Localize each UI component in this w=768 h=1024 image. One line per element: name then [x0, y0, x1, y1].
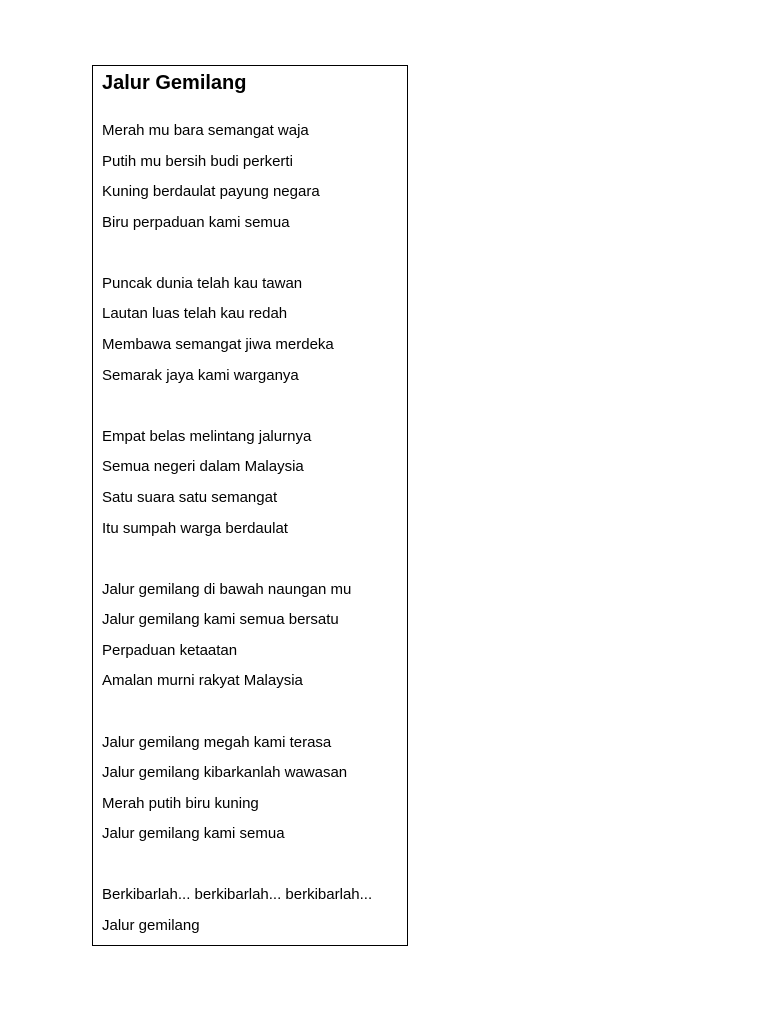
- stanza-3: [102, 422, 407, 544]
- song-title: Jalur Gemilang: [102, 72, 247, 94]
- lyric-line: Berkibarlah... berkibarlah... berkibarlah...: [102, 886, 373, 904]
- lyrics-box: [92, 65, 408, 946]
- lyric-line: Satu suara satu semangat: [102, 488, 278, 506]
- lyric-line: Semua negeri dalam Malaysia: [102, 458, 304, 476]
- lyric-line: Itu sumpah warga berdaulat: [102, 519, 288, 537]
- lyric-line: Membawa semangat jiwa merdeka: [102, 336, 334, 354]
- lyric-line: Puncak dunia telah kau tawan: [102, 274, 303, 292]
- lyric-line: Jalur gemilang: [102, 916, 200, 934]
- lyric-line: Jalur gemilang kibarkanlah wawasan: [102, 764, 348, 782]
- stanza-5: [102, 728, 407, 850]
- lyric-line: Semarak jaya kami warganya: [102, 366, 299, 384]
- lyric-line: Putih mu bersih budi perkerti: [102, 152, 293, 170]
- stanza-4: [102, 575, 407, 697]
- lyric-line: Lautan luas telah kau redah: [102, 305, 288, 323]
- stanza-6: [102, 880, 407, 941]
- lyric-line: Jalur gemilang megah kami terasa: [102, 733, 332, 751]
- lyric-line: Jalur gemilang di bawah naungan mu: [102, 580, 352, 598]
- lyric-line: Jalur gemilang kami semua bersatu: [102, 611, 339, 629]
- lyric-line: Amalan murni rakyat Malaysia: [102, 672, 303, 690]
- lyric-line: Merah mu bara semangat waja: [102, 122, 309, 139]
- lyric-line: Merah putih biru kuning: [102, 794, 259, 812]
- stanza-1: [102, 116, 407, 238]
- lyric-line: Biru perpaduan kami semua: [102, 213, 290, 231]
- lyric-line: Kuning berdaulat payung negara: [102, 183, 320, 201]
- stanza-2: [102, 269, 407, 391]
- lyric-line: Perpaduan ketaatan: [102, 641, 238, 659]
- lyric-line: Jalur gemilang kami semua: [102, 825, 285, 843]
- lyric-line: Empat belas melintang jalurnya: [102, 427, 312, 445]
